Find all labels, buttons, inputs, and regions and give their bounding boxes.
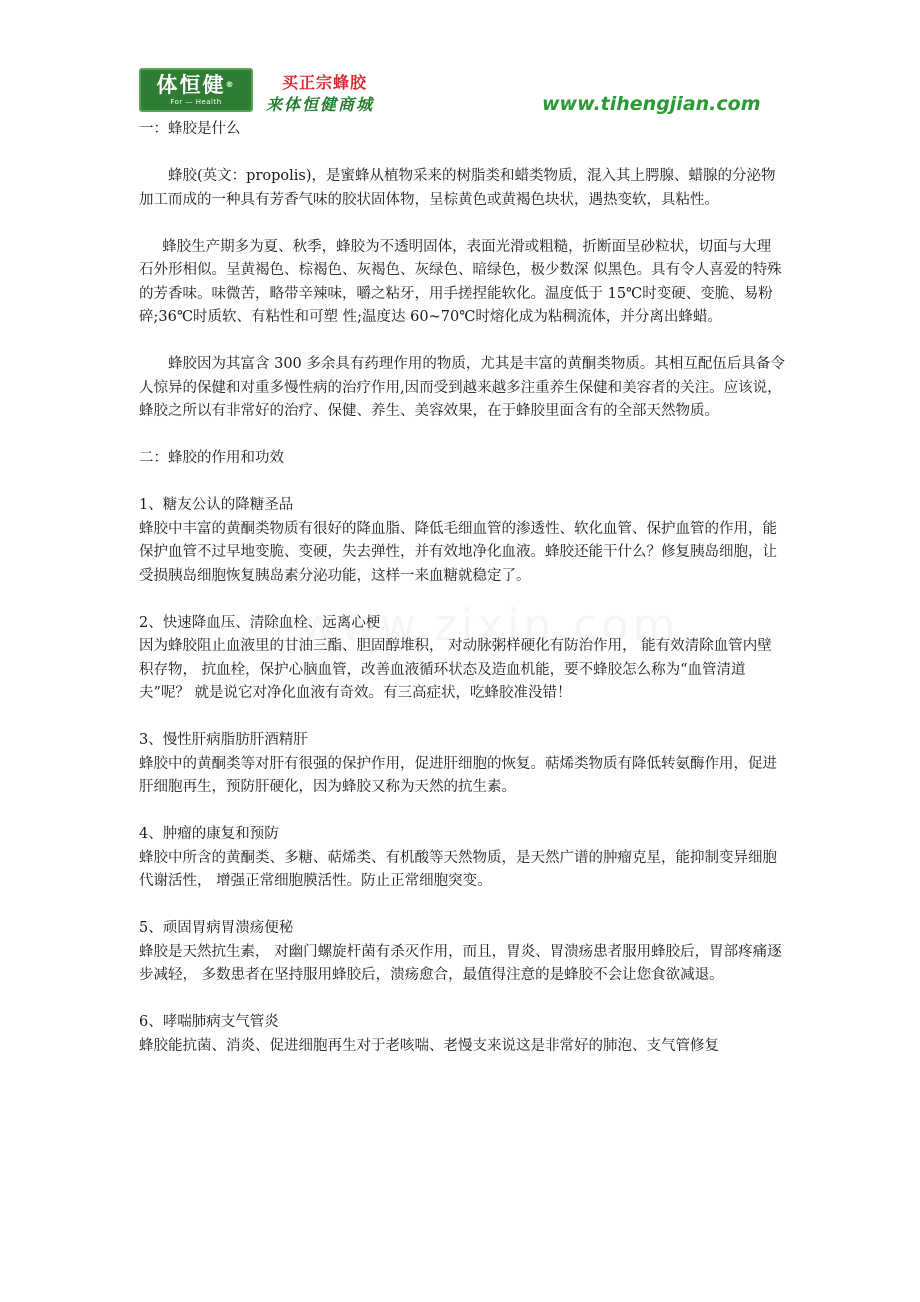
list-item-body: 蜂胶中的黄酮类等对肝有很强的保护作用，促进肝细胞的恢复。萜烯类物质有降低转氨酶作用，促进肝细胞再生，预防肝硬化，因为蜂胶又称为天然的抗生素。 <box>139 755 777 795</box>
list-item-title: 6、哮喘肺病支气管炎 <box>139 1014 279 1030</box>
list-item-title: 3、慢性肝病脂肪肝酒精肝 <box>139 732 308 748</box>
brand-logo[interactable] <box>139 68 253 112</box>
slogan-store: 来体恒健商城 <box>266 95 375 114</box>
list-item-body: 蜂胶中丰富的黄酮类物质有很好的降血脂、降低毛细血管的渗透性、软化血管、保护血管的作用，能保护血管不过早地变脆、变硬，失去弹性，并有效地净化血液。蜂胶还能干什么？修复胰岛细胞，让受损胰岛细胞恢复胰岛素分泌功能，这样一来血糖就稳定了。 <box>139 520 777 584</box>
article-body <box>139 118 785 1058</box>
registered-mark-icon: ® <box>225 80 236 89</box>
slogan-buy: 买正宗蜂胶 <box>282 73 368 92</box>
list-item-body: 蜂胶是天然抗生素， 对幽门螺旋杆菌有杀灭作用，而且，胃炎、胃溃疡患者服用蜂胶后，胃部疼痛逐步减轻， 多数患者在坚持服用蜂胶后，溃疡愈合，最值得注意的是蜂胶不会让您食欲减退。 <box>139 943 782 983</box>
list-item-body: 蜂胶能抗菌、消炎、促进细胞再生对于老咳喘、老慢支来说这是非常好的肺泡、支气管修复 <box>139 1037 719 1054</box>
section-heading-effects: 二：蜂胶的作用和功效 <box>139 450 284 466</box>
section-heading-what-is-propolis: 一：蜂胶是什么 <box>139 121 241 137</box>
list-item-title: 2、快速降血压、清除血栓、远离心梗 <box>139 614 381 631</box>
paragraph-benefits: 蜂胶因为其富含 300 多余具有药理作用的物质，尤其是丰富的黄酮类物质。其相互配伍后具备令人惊异的保健和对重多慢性病的治疗作用,因而受到越来越多注重养生保健和美容者的关注。应该说，蜂胶之所以有非常好的治疗、保健、养生、美容效果，在于蜂胶里面含有的全部天然物质。 <box>139 356 785 419</box>
list-item-title: 4、肿瘤的康复和预防 <box>139 826 279 842</box>
logo-text: 体恒健 <box>156 73 226 97</box>
list-item-body: 因为蜂胶阻止血液里的甘油三酯、胆固醇堆积， 对动脉粥样硬化有防治作用， 能有效清除血管内壁积存物， 抗血栓，保护心脑血管，改善血液循环状态及造血机能，要不蜂胶怎么称为“血管清道夫”呢？ 就是说它对净化血液有奇效。有三高症状，吃蜂胶准没错！ <box>139 638 772 701</box>
website-link[interactable]: www.tihengjian.com <box>542 93 761 115</box>
list-item-body: 蜂胶中所含的黄酮类、多糖、萜烯类、有机酸等天然物质，是天然广谱的肿瘤克星，能抑制变异细胞代谢活性， 增强正常细胞膜活性。防止正常细胞突变。 <box>139 849 777 889</box>
paragraph-definition: 蜂胶(英文：propolis)，是蜜蜂从植物采来的树脂类和蜡类物质，混入其上腭腺、蜡腺的分泌物加工而成的一种具有芳香气味的胶状固体物，呈棕黄色或黄褐色块状，遇热变软，具粘性。 <box>139 168 776 208</box>
logo-tagline: For — Health <box>170 98 222 106</box>
list-item-title: 5、顽固胃病胃溃疡便秘 <box>139 920 294 936</box>
paragraph-properties: 蜂胶生产期多为夏、秋季，蜂胶为不透明固体，表面光滑或粗糙，折断面呈砂粒状，切面与大理石外形相似。呈黄褐色、棕褐色、灰褐色、灰绿色、暗绿色，极少数深 似黑色。具有令人喜爱的特殊的芳香味。味微苦，略带辛辣味，嚼之粘牙，用手搓捏能软化。温度低于 15℃时变硬、变脆、易粉碎;36℃时质软、有粘性和可塑 性;温度达 60~70℃时熔化成为粘稠流体，并分离出蜂蜡。 <box>139 238 782 325</box>
list-item-title: 1、糖友公认的降糖圣品 <box>139 497 294 513</box>
